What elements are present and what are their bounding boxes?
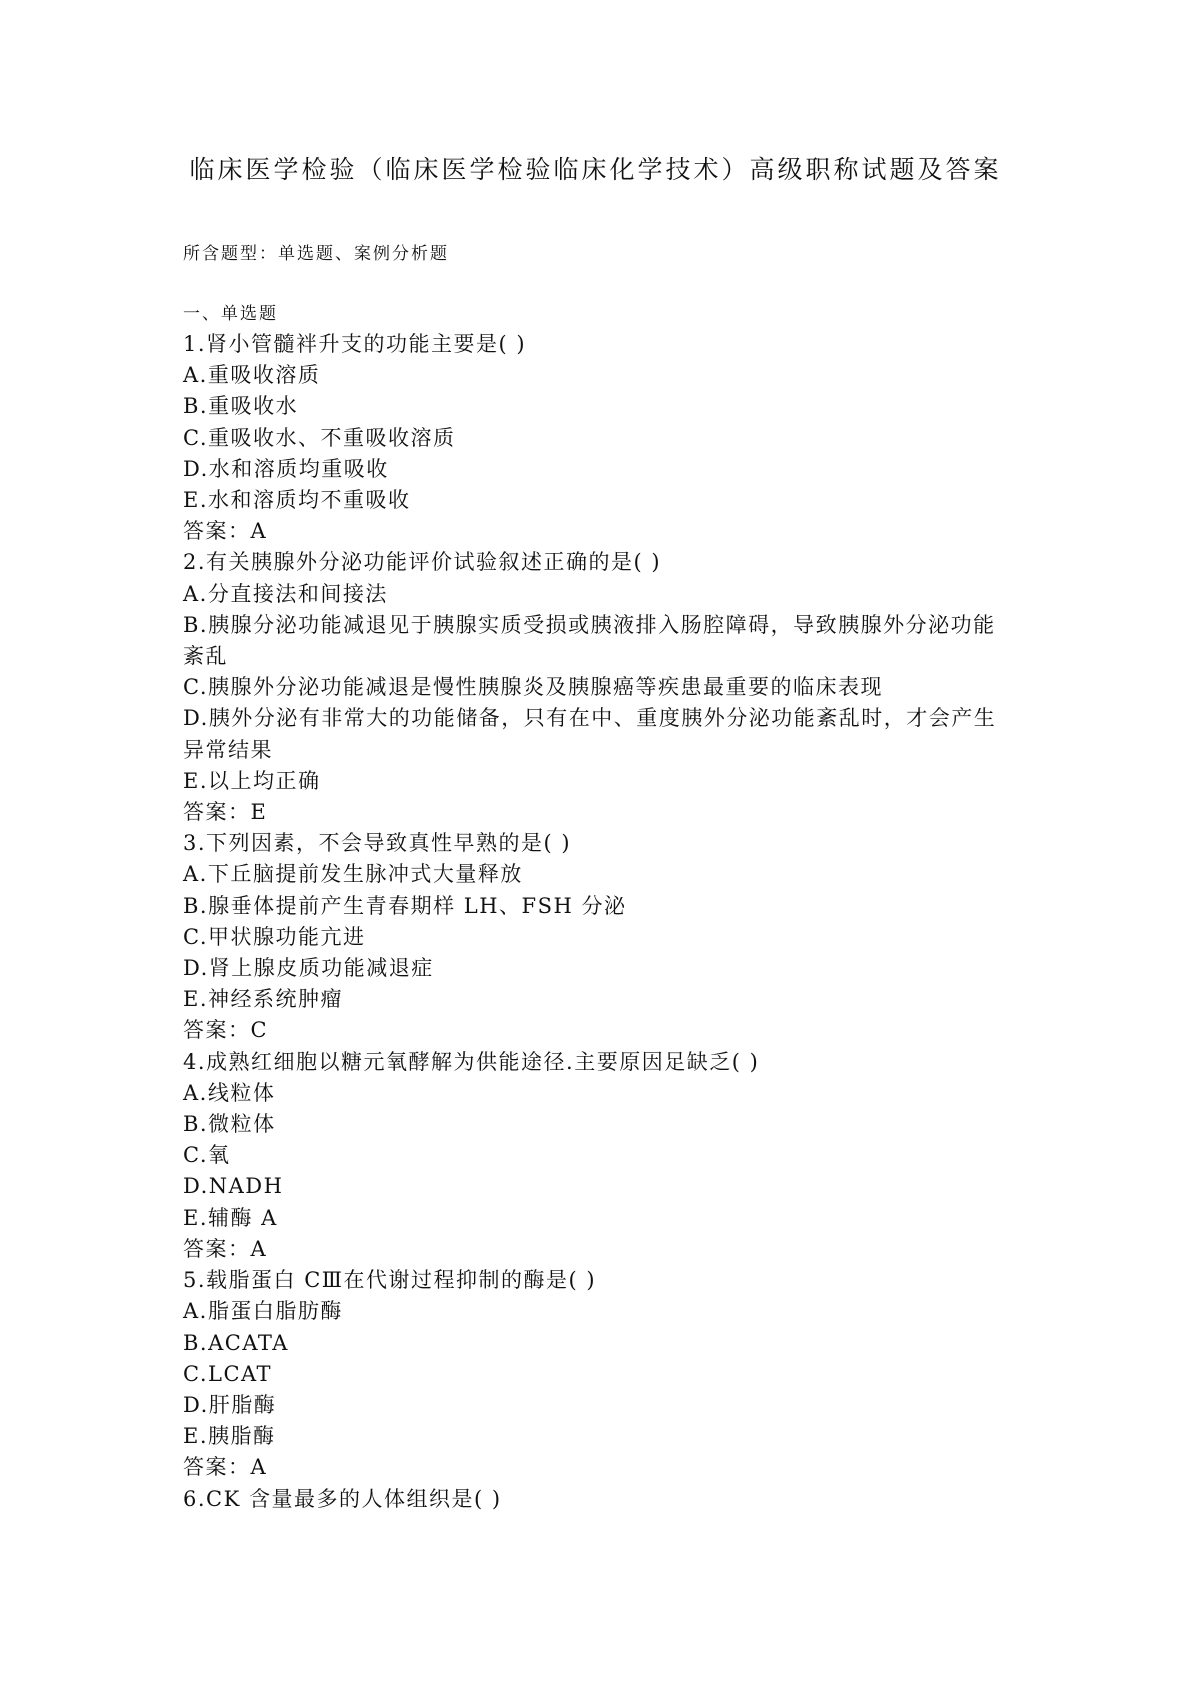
option: D.水和溶质均重吸收 [183, 456, 389, 481]
answer: 答案：C [183, 1018, 269, 1043]
option: C.甲状腺功能亢进 [183, 924, 366, 949]
option: B.微粒体 [183, 1112, 276, 1137]
question-block [183, 1047, 1013, 1265]
question-list [183, 299, 1013, 1515]
question-block [183, 828, 1013, 1046]
option: A.重吸收溶质 [183, 363, 321, 388]
option: B.胰腺分泌功能减退见于胰腺实质受损或胰液排入肠腔障碍，导致胰腺外分泌功能紊乱 [183, 612, 996, 669]
answer: 答案：E [183, 800, 268, 825]
document-title: 临床医学检验（临床医学检验临床化学技术）高级职称试题及答案 [189, 155, 1002, 184]
option: D.胰外分泌有非常大的功能储备，只有在中、重度胰外分泌功能紊乱时，才会产生异常结果 [183, 706, 997, 762]
question-block [183, 1265, 1013, 1483]
question-block [183, 329, 1013, 547]
option: A.线粒体 [183, 1080, 276, 1105]
option: C.LCAT [183, 1361, 273, 1386]
question-stem: 6.CK 含量最多的人体组织是( ) [183, 1486, 502, 1511]
option: B.重吸收水 [183, 394, 299, 419]
answer: 答案：A [183, 1236, 268, 1261]
option: A.分直接法和间接法 [183, 581, 388, 606]
option: E.神经系统肿瘤 [183, 987, 344, 1012]
option: D.肝脂酶 [183, 1392, 277, 1417]
option: C.重吸收水、不重吸收溶质 [183, 425, 456, 450]
option: E.辅酶 A [183, 1205, 278, 1230]
question-stem: 2.有关胰腺外分泌功能评价试验叙述正确的是( ) [183, 550, 662, 575]
question-stem: 4.成熟红细胞以糖元氧酵解为供能途径.主要原因足缺乏( ) [183, 1049, 760, 1074]
question-stem: 1.肾小管髓袢升支的功能主要是( ) [183, 332, 527, 356]
option: C.胰腺外分泌功能减退是慢性胰腺炎及胰腺癌等疾患最重要的临床表现 [183, 675, 883, 700]
answer: 答案：A [183, 519, 268, 544]
question-block [183, 1484, 1013, 1515]
question-block [183, 547, 1013, 828]
option: E.以上均正确 [183, 768, 321, 793]
option: C.氧 [183, 1143, 231, 1168]
section-heading: 一、单选题 [183, 304, 278, 324]
option: A.下丘脑提前发生脉冲式大量释放 [183, 862, 523, 887]
option: D.肾上腺皮质功能减退症 [183, 956, 434, 981]
option: D.NADH [183, 1174, 284, 1199]
question-stem: 5.载脂蛋白 CⅢ在代谢过程抑制的酶是( ) [183, 1268, 597, 1293]
option: E.水和溶质均不重吸收 [183, 488, 411, 513]
option: B.ACATA [183, 1330, 289, 1355]
option: B.腺垂体提前产生青春期样 LH、FSH 分泌 [183, 893, 627, 918]
question-types-line: 所含题型：单选题、案例分析题 [183, 244, 449, 264]
option: E.胰脂酶 [183, 1424, 276, 1449]
option: A.脂蛋白脂肪酶 [183, 1299, 343, 1324]
question-stem: 3.下列因素，不会导致真性早熟的是( ) [183, 831, 572, 856]
answer: 答案：A [183, 1455, 268, 1480]
